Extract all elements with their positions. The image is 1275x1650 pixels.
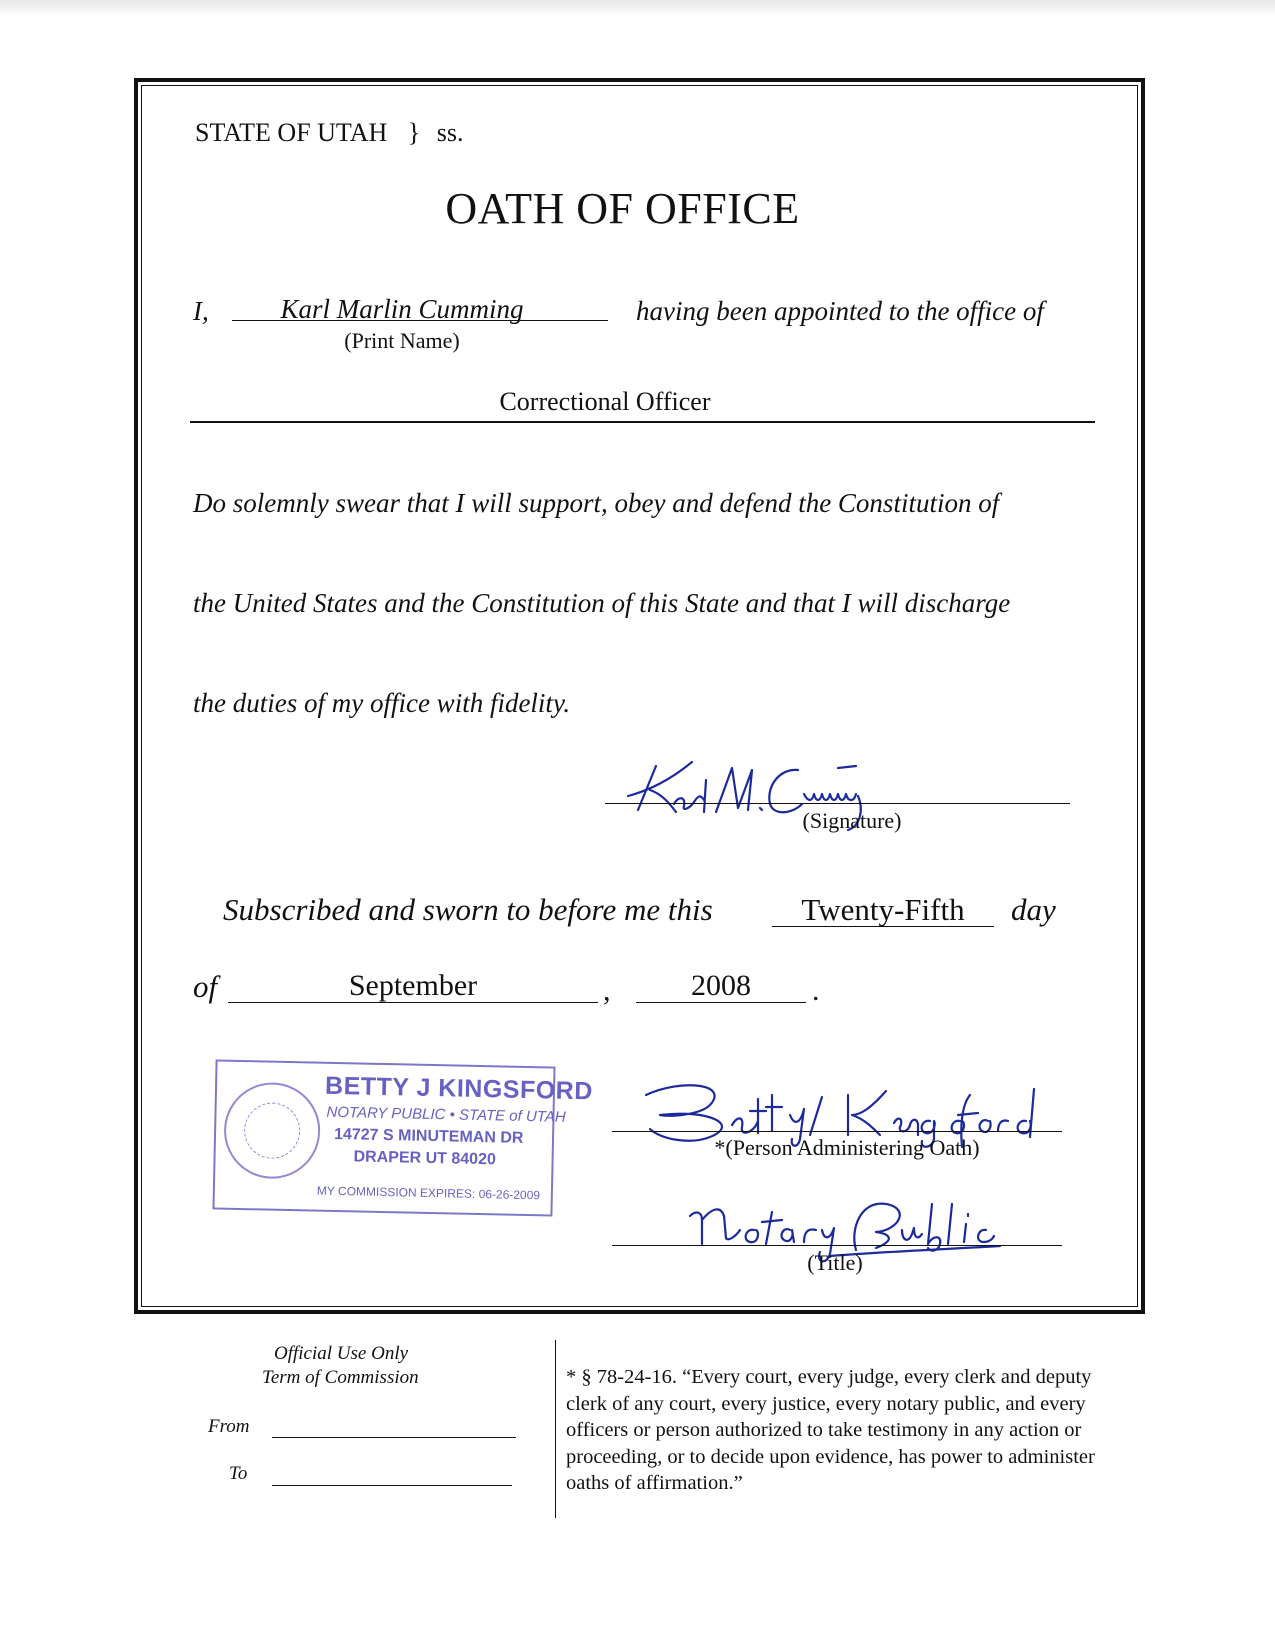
state-venue [195, 118, 464, 148]
state-seal-icon [223, 1082, 321, 1180]
sworn-month-line [228, 1002, 598, 1003]
oath-line-3: the duties of my office with fidelity. [193, 688, 571, 718]
signature-line [605, 803, 1070, 804]
notary-stamp [212, 1059, 594, 1216]
appointment-suffix: having been appointed to the office of [636, 296, 1044, 326]
scan-edge [0, 0, 1275, 14]
state-label: STATE OF UTAH [195, 118, 388, 147]
administering-line [612, 1131, 1062, 1132]
sworn-period: . [812, 974, 820, 1007]
term-of-commission-heading: Term of Commission [262, 1367, 419, 1388]
footer-divider [555, 1340, 556, 1518]
signature-caption: (Signature) [802, 808, 902, 833]
print-name-caption: (Print Name) [344, 328, 460, 353]
official-use-heading: Official Use Only [274, 1343, 409, 1364]
sworn-month-value: September [348, 969, 478, 1002]
sworn-prefix: Subscribed and sworn to before me this [223, 892, 713, 927]
title-caption: (Title) [807, 1250, 863, 1275]
office-value: Correctional Officer [499, 387, 711, 416]
from-line [272, 1437, 516, 1438]
sworn-comma: , [603, 974, 611, 1007]
print-name-line [232, 320, 608, 321]
from-label: From [208, 1416, 250, 1437]
appointment-prefix: I, [193, 296, 209, 326]
to-line [272, 1485, 512, 1486]
document-title: OATH OF OFFICE [445, 184, 800, 233]
sworn-day-label: day [1011, 892, 1056, 927]
stamp-city-state-zip: DRAPER UT 84020 [353, 1148, 497, 1169]
office-line [190, 421, 1095, 423]
administering-caption: *(Person Administering Oath) [714, 1135, 980, 1160]
oath-line-1: Do solemnly swear that I will support, obey and defend the Constitution of [193, 488, 1000, 518]
stamp-commission-expiry: MY COMMISSION EXPIRES: 06-26-2009 [316, 1183, 541, 1203]
sworn-year-value: 2008 [691, 969, 751, 1002]
to-label: To [229, 1463, 248, 1484]
title-line [612, 1245, 1062, 1246]
stamp-street-address: 14727 S MINUTEMAN DR [333, 1125, 524, 1147]
stamp-notary-name: BETTY J KINGSFORD [324, 1071, 594, 1106]
sworn-day-value: Twenty-Fifth [801, 892, 965, 927]
stamp-notary-title: NOTARY PUBLIC • STATE of UTAH [326, 1103, 566, 1126]
oath-line-2: the United States and the Constitution of this State and that I will discharge [193, 588, 1011, 618]
ss-label: ss. [436, 118, 464, 147]
sworn-day-line [772, 926, 994, 927]
brace-symbol: } [407, 118, 421, 147]
sworn-year-line [636, 1002, 806, 1003]
print-name-value: Karl Marlin Cumming [280, 294, 524, 324]
sworn-of-label: of [193, 969, 218, 1004]
statute-footnote: * § 78-24-16. “Every court, every judge, every clerk and deputy clerk of any court, every justice, every notary public, and every officers or person authorized to take testimony in any action or proceeding, or to decide upon evidence, has power to administer oaths of affirmation.” [566, 1366, 1095, 1494]
